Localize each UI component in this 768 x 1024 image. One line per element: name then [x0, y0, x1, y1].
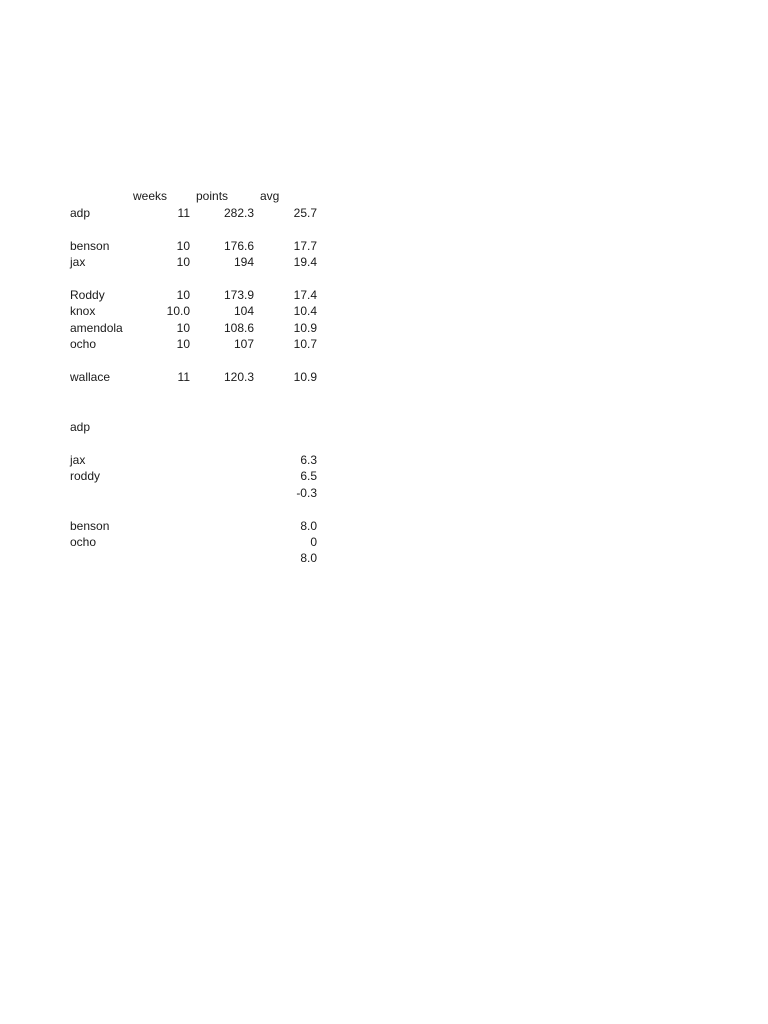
player-name: wallace: [70, 370, 111, 384]
player-name: benson: [70, 519, 110, 533]
points-value: 107: [233, 337, 254, 351]
player-name: knox: [70, 304, 96, 318]
points-value: 173.9: [223, 288, 254, 302]
points-value: 176.6: [223, 239, 254, 253]
table-row: [0, 287, 340, 303]
header-avg: avg: [260, 189, 280, 203]
avg-value: 10.7: [293, 337, 317, 351]
points-value: 120.3: [223, 370, 254, 384]
table-row: [0, 550, 340, 566]
table-row: [0, 485, 340, 501]
table-row: [0, 419, 340, 435]
weeks-value: 11: [177, 206, 190, 220]
player-name: ocho: [70, 535, 97, 549]
diff-value: 6.5: [300, 469, 317, 483]
points-value: 282.3: [223, 206, 254, 220]
avg-value: 10.4: [293, 304, 317, 318]
avg-value: 19.4: [293, 255, 317, 269]
avg-value: 10.9: [293, 370, 317, 384]
weeks-value: 10: [176, 321, 190, 335]
player-name: jax: [70, 255, 86, 269]
table-row: [0, 303, 340, 319]
points-value: 108.6: [223, 321, 254, 335]
player-name: adp: [70, 206, 91, 220]
table-row: [0, 320, 340, 336]
avg-value: 25.7: [293, 206, 317, 220]
avg-value: 10.9: [293, 321, 317, 335]
diff-value: 8.0: [300, 519, 317, 533]
table-row: [0, 534, 340, 550]
table-row: [0, 518, 340, 534]
diff-value: 0: [310, 535, 317, 549]
diff-value: 8.0: [300, 551, 317, 565]
weeks-value: 10: [176, 288, 190, 302]
player-name: Roddy: [70, 288, 105, 302]
player-name: amendola: [70, 321, 123, 335]
table-row: [0, 468, 340, 484]
weeks-value: 11: [177, 370, 190, 384]
diff-value: 6.3: [300, 453, 317, 467]
avg-value: 17.4: [293, 288, 317, 302]
avg-value: 17.7: [293, 239, 317, 253]
header-points: points: [196, 189, 229, 203]
points-value: 104: [233, 304, 254, 318]
player-name: roddy: [70, 469, 101, 483]
diff-value: [258, 419, 317, 435]
weeks-value: 10.0: [166, 304, 190, 318]
weeks-value: 10: [176, 337, 190, 351]
weeks-value: 10: [176, 255, 190, 269]
table-row: [0, 452, 340, 468]
points-value: 194: [233, 255, 254, 269]
player-name: adp: [70, 420, 91, 434]
diff-value: -0.3: [296, 486, 317, 500]
table-row: [0, 369, 340, 385]
table-row: [0, 238, 340, 254]
table-row: [0, 254, 340, 270]
table-row: [0, 205, 340, 221]
player-name: benson: [70, 239, 110, 253]
weeks-value: 10: [176, 239, 190, 253]
header-weeks: weeks: [133, 189, 168, 203]
player-name: ocho: [70, 337, 97, 351]
table-row: [0, 336, 340, 352]
player-name: jax: [70, 453, 86, 467]
